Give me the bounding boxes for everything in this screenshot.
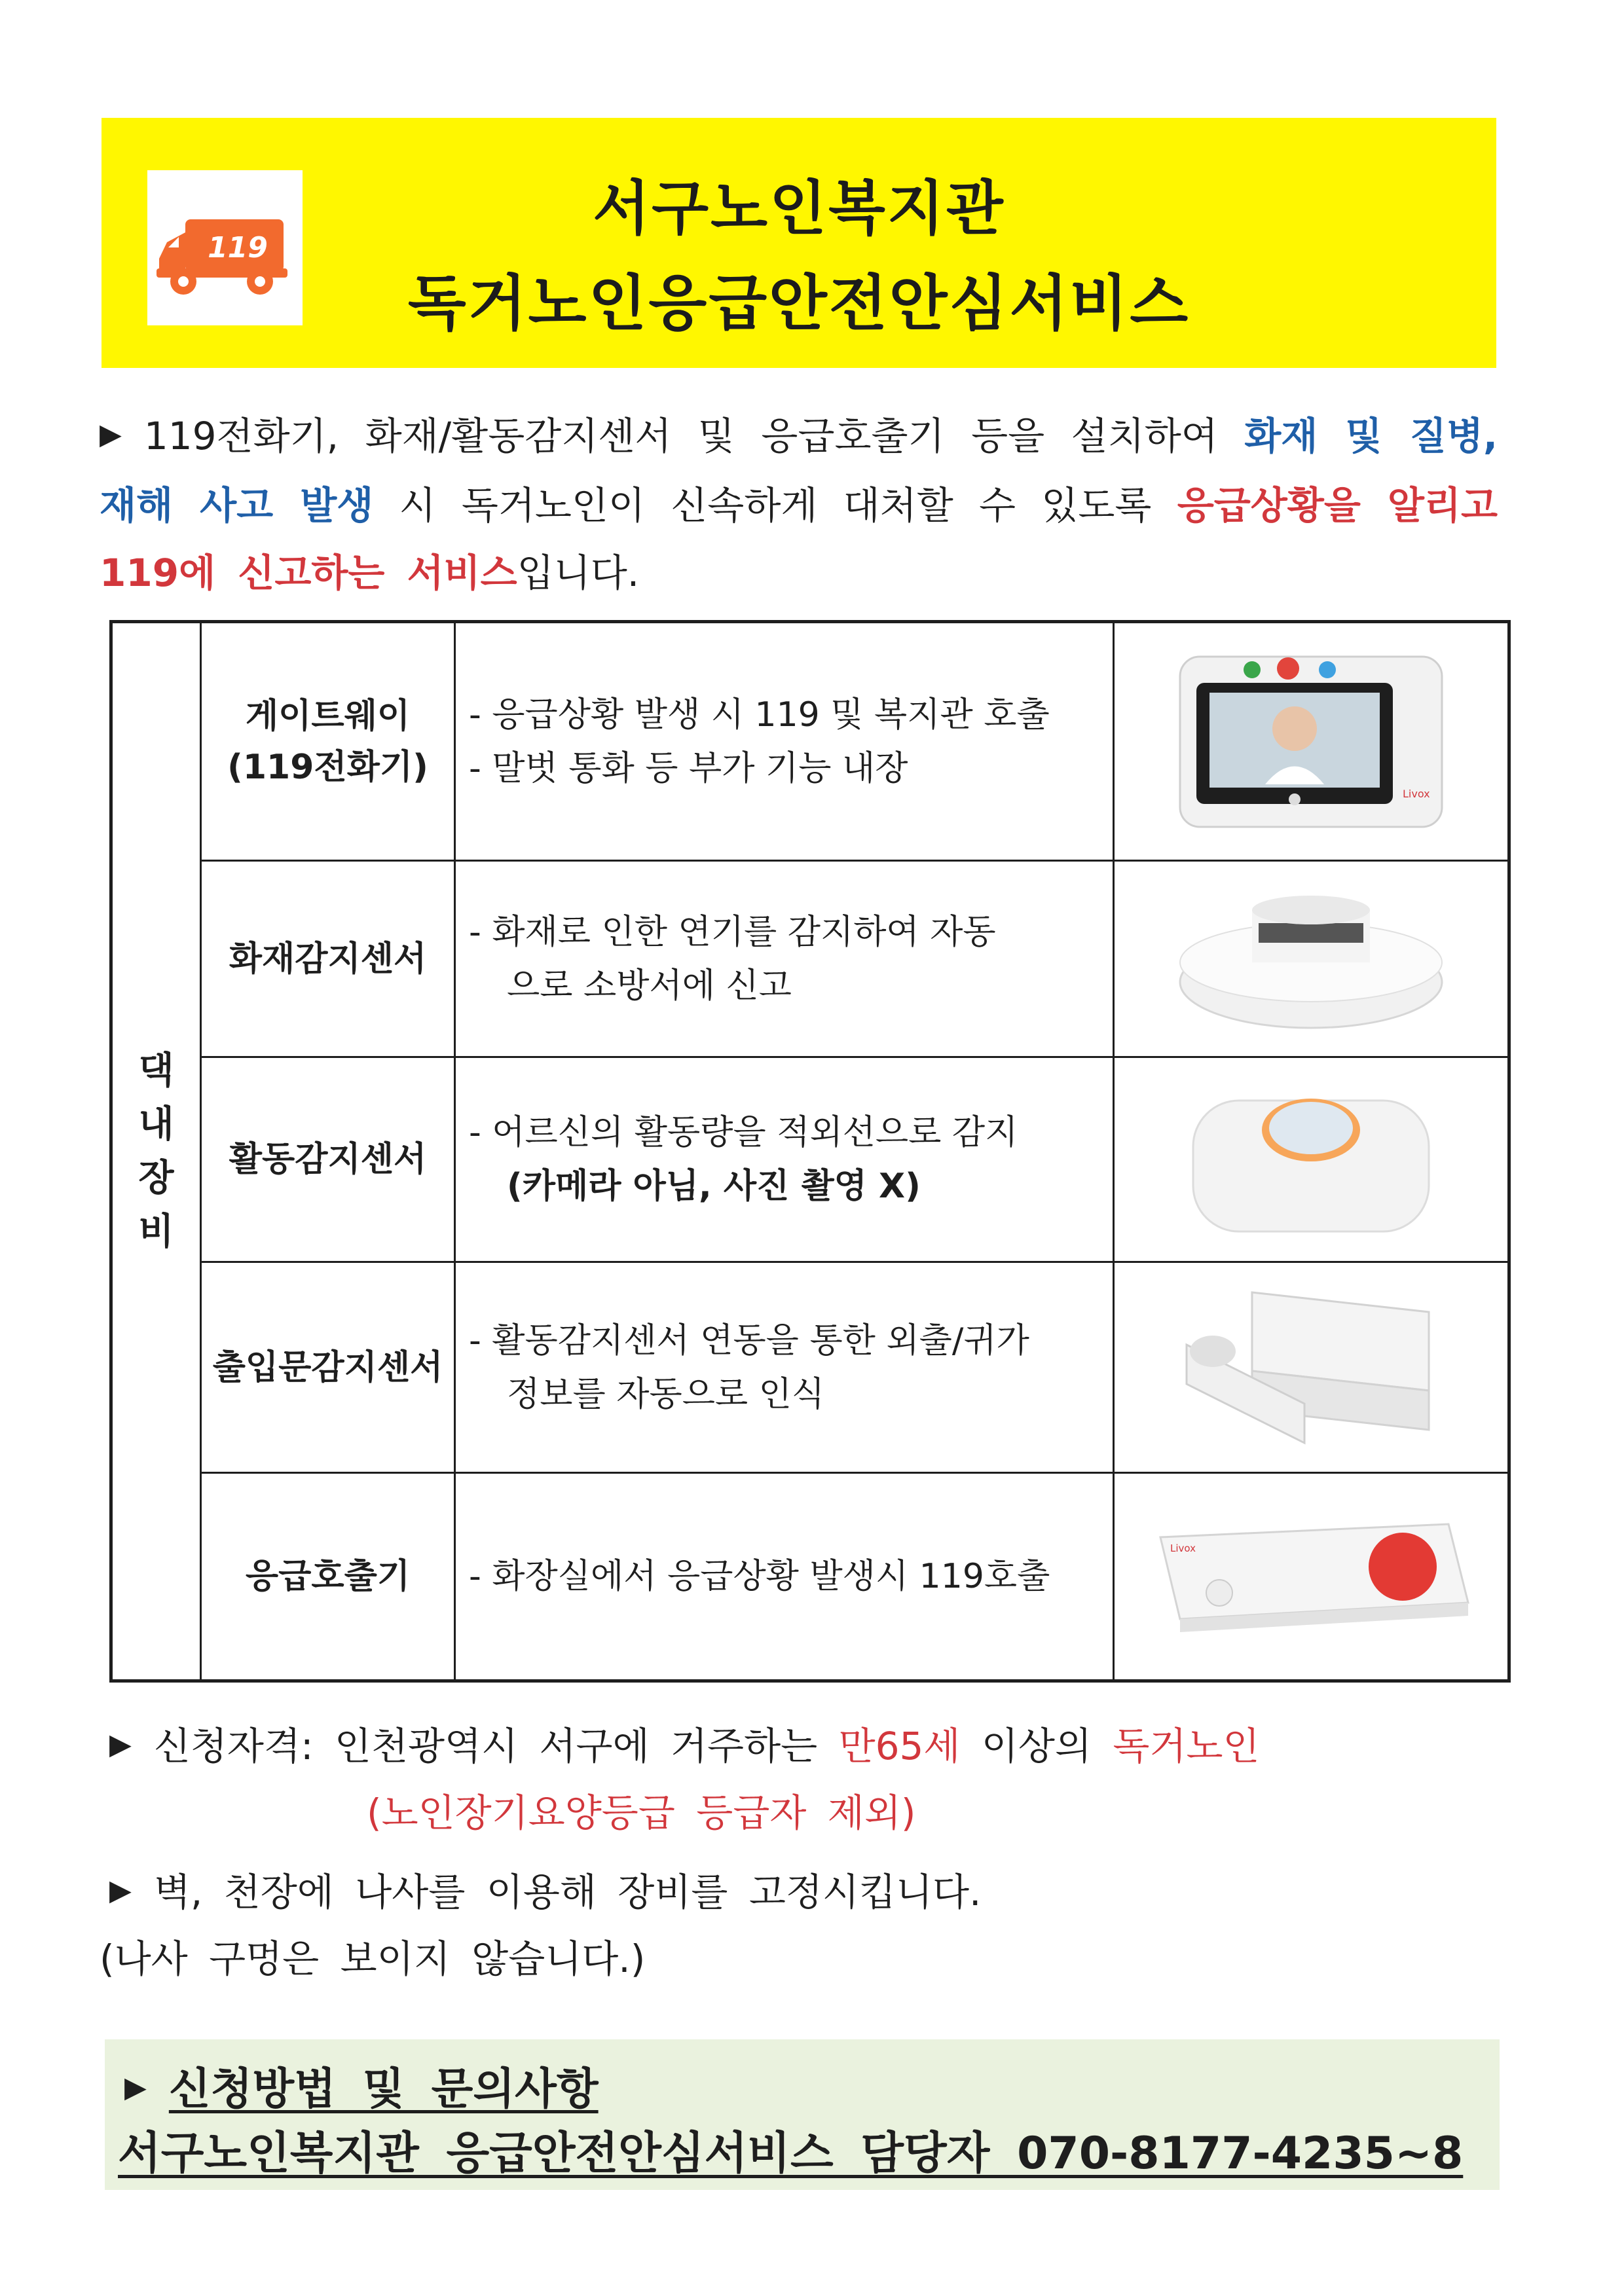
table-row [111, 622, 1509, 861]
eligibility-exclusion: (노인장기요양등급 등급자 제외) [367, 1791, 916, 1835]
contact-heading-line [124, 2054, 599, 2116]
triangle-right-icon: ▶ [109, 1874, 132, 1908]
triangle-right-icon: ▶ [124, 2071, 147, 2105]
equipment-name: 화재감지센서 [201, 861, 455, 1057]
page-title: 서구노인복지관 [593, 174, 1005, 243]
table-row [111, 1057, 1509, 1262]
intro-paragraph [100, 403, 1498, 607]
install-note: (나사 구멍은 보이지 않습니다.) [100, 1937, 646, 1981]
contact-box [105, 2039, 1500, 2190]
equipment-name: 게이트웨이 (119전화기) [201, 622, 455, 861]
equipment-name: 활동감지센서 [201, 1057, 455, 1262]
eligibility-target: 독거노인 [1113, 1724, 1260, 1768]
equipment-table [109, 620, 1511, 1683]
equipment-description: - 어르신의 활동량을 적외선으로 감지 (카메라 아님, 사진 촬영 X) [455, 1057, 1114, 1262]
category-cell: 댁 내 장 비 [111, 622, 201, 1681]
table-row [111, 1262, 1509, 1473]
smoke-detector-image [1114, 861, 1509, 1057]
contact-heading: 신청방법 및 문의사항 [168, 2064, 599, 2114]
intro-emphasis-blue: 화재 및 질병, 재해 사고 발생 [100, 414, 1498, 528]
table-row [111, 861, 1509, 1057]
equipment-description: - 화재로 인한 연기를 감지하여 자동 으로 소방서에 신고 [455, 861, 1114, 1057]
intro-text-2: 시 독거노인이 신속하게 대처할 수 있도록 [373, 483, 1177, 528]
equipment-description: - 활동감지센서 연동을 통한 외출/귀가 정보를 자동으로 인식 [455, 1262, 1114, 1473]
eligibility-label: 신청자격: 인천광역시 서구에 거주하는 [153, 1724, 839, 1768]
table-row [111, 1473, 1509, 1681]
contact-detail: 서구노인복지관 응급안전안심서비스 담당자 070-8177-4235~8 [118, 2128, 1464, 2179]
logo-119-text: 119 [208, 231, 268, 264]
install-line [109, 1861, 981, 1916]
emergency-button-image [1114, 1473, 1509, 1681]
gateway-device-image [1114, 622, 1509, 861]
intro-text-1: 119전화기, 화재/활동감지센서 및 응급호출기 등을 설치하여 [143, 414, 1245, 458]
eligibility-line [109, 1715, 1260, 1770]
equipment-description: - 화장실에서 응급상황 발생시 119호출 [455, 1473, 1114, 1681]
eligibility-middle: 이상의 [960, 1724, 1113, 1768]
svg-text:Livox: Livox [1403, 787, 1430, 800]
install-text: 벽, 천장에 나사를 이용해 장비를 고정시킵니다. [153, 1870, 982, 1914]
eligibility-age: 만65세 [838, 1724, 961, 1768]
door-sensor-image [1114, 1262, 1509, 1473]
intro-emphasis-red: 응급상황을 알리고 119에 신고하는 서비스 [100, 483, 1498, 596]
equipment-name: 출입문감지센서 [201, 1262, 455, 1473]
motion-sensor-image [1114, 1057, 1509, 1262]
triangle-right-icon: ▶ [109, 1728, 132, 1762]
equipment-name: 응급호출기 [201, 1473, 455, 1681]
triangle-right-icon: ▶ [100, 418, 122, 452]
svg-text:Livox: Livox [1170, 1542, 1196, 1554]
intro-text-3: 입니다. [517, 551, 640, 596]
equipment-description: - 응급상황 발생 시 119 및 복지관 호출 - 말벗 통화 등 부가 기능 내장 [455, 622, 1114, 861]
page-subtitle: 독거노인응급안전안심서비스 [407, 268, 1190, 338]
header-banner [101, 118, 1496, 368]
